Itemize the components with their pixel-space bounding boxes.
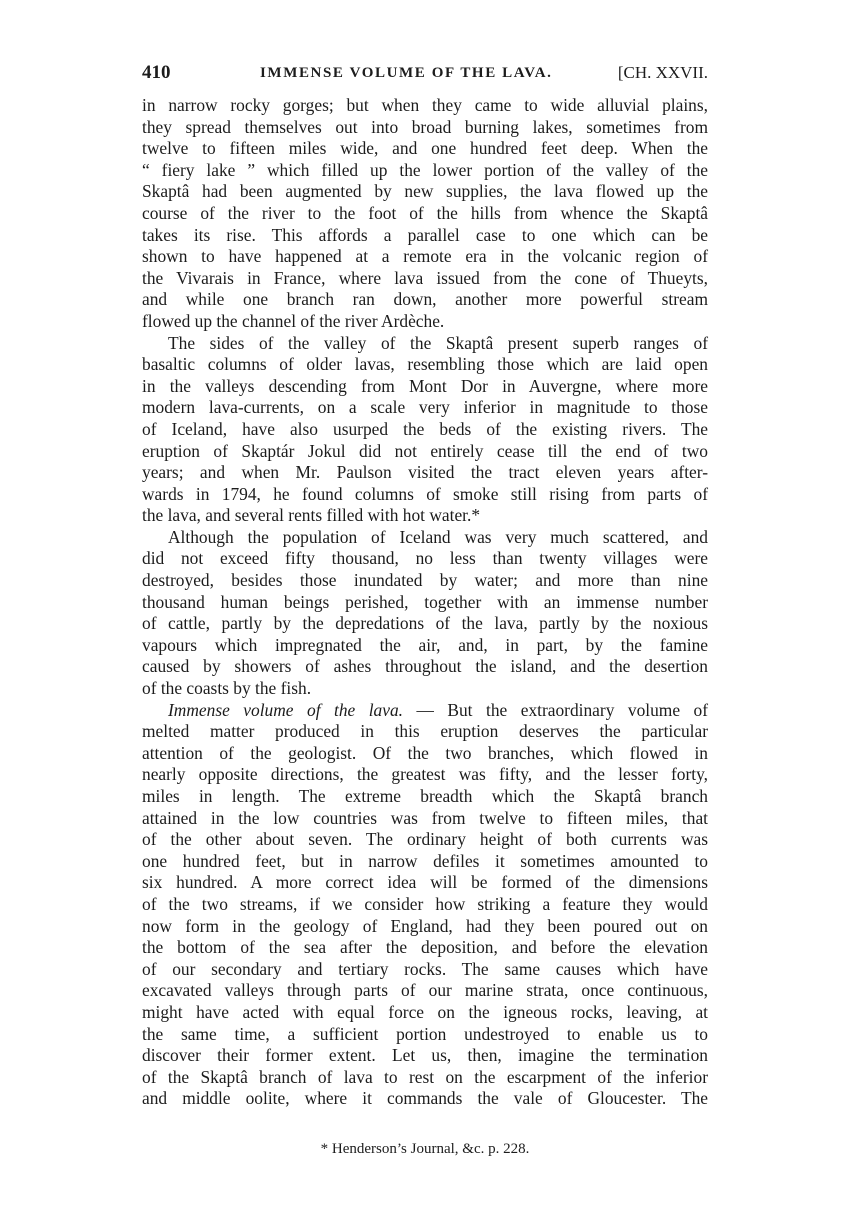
text-line: course of the river to the foot of the hills from whence the Skaptâ: [142, 202, 708, 223]
text-line: flowed up the channel of the river Ardèche.: [142, 310, 445, 331]
body-text: [142, 95, 708, 1110]
paragraph: [142, 333, 708, 527]
paragraph: [142, 95, 708, 333]
text-line: discover their former extent. Let us, then, imagine the termination: [142, 1045, 708, 1066]
footnote: * Henderson’s Journal, &c. p. 228.: [320, 1141, 530, 1157]
book-page: [142, 58, 708, 1110]
text-line: the same time, a sufficient portion undestroyed to enable us to: [142, 1023, 708, 1044]
text-line: of the two streams, if we consider how striking a feature they would: [142, 893, 708, 914]
text-line: miles in length. The extreme breadth which the Skaptâ branch: [142, 786, 708, 806]
text-line: twelve to fifteen miles wide, and one hundred feet deep. When the: [142, 138, 708, 159]
paragraph: [142, 700, 708, 1110]
text-line: basaltic columns of older lavas, resembling those which are laid open: [142, 354, 708, 375]
page-number: 410: [142, 62, 171, 83]
text-line: attention of the geologist. Of the two branches, which flowed in: [142, 742, 708, 763]
section-heading: Immense volume of the lava.: [168, 699, 404, 720]
text-line: in narrow rocky gorges; but when they came to wide alluvial plains,: [142, 95, 708, 115]
text-line: wards in 1794, he found columns of smoke still rising from parts of: [142, 483, 708, 504]
section-heading-rest: — But the extraordinary volume of: [403, 699, 709, 720]
text-line: caused by showers of ashes throughout the island, and the desertion: [142, 656, 708, 677]
text-line: and middle oolite, where it commands the vale of Gloucester. The: [142, 1088, 708, 1109]
text-line: of our secondary and tertiary rocks. The same causes which have: [142, 958, 708, 979]
text-line: thousand human beings perished, together with an immense number: [142, 591, 708, 612]
text-line: might have acted with equal force on the igneous rocks, leaving, at: [142, 1001, 708, 1022]
text-line: of the coasts by the fish.: [142, 678, 312, 699]
text-line: excavated valleys through parts of our marine strata, once continuous,: [142, 980, 708, 1001]
text-line: “ fiery lake ” which filled up the lower portion of the valley of the: [142, 159, 708, 180]
text-line: destroyed, besides those inundated by water; and more than nine: [142, 570, 708, 591]
text-line: of the other about seven. The ordinary height of both currents was: [142, 829, 708, 850]
text-line: they spread themselves out into broad burning lakes, sometimes from: [142, 116, 708, 137]
text-line: of Iceland, have also usurped the beds of the existing rivers. The: [142, 418, 708, 439]
text-line: Skaptâ had been augmented by new supplies, the lava flowed up the: [142, 181, 708, 202]
text-line: years; and when Mr. Paulson visited the tract eleven years after-: [142, 462, 708, 483]
text-line: vapours which impregnated the air, and, in part, by the famine: [142, 634, 708, 655]
text-line: the lava, and several rents filled with hot water.*: [142, 505, 481, 526]
text-line: in the valleys descending from Mont Dor in Auvergne, where more: [142, 375, 708, 396]
text-line: the Vivarais in France, where lava issued from the cone of Thueyts,: [142, 267, 708, 288]
running-title: IMMENSE VOLUME OF THE LAVA.: [260, 65, 553, 81]
text-line: the bottom of the sea after the deposition, and before the elevation: [142, 937, 708, 958]
text-line: shown to have happened at a remote era in the volcanic region of: [142, 246, 708, 267]
text-line: modern lava-currents, on a scale very inferior in magnitude to those: [142, 397, 708, 418]
text-line: eruption of Skaptár Jokul did not entirely cease till the end of two: [142, 440, 708, 461]
text-line: Although the population of Iceland was very much scattered, and: [168, 526, 708, 547]
text-line: The sides of the valley of the Skaptâ present superb ranges of: [168, 332, 708, 353]
text-line: six hundred. A more correct idea will be formed of the dimensions: [142, 872, 708, 893]
text-line: did not exceed fifty thousand, no less than twenty villages were: [142, 548, 708, 569]
text-line: one hundred feet, but in narrow defiles it sometimes amounted to: [142, 850, 708, 871]
text-line: nearly opposite directions, the greatest was fifty, and the lesser forty,: [142, 764, 708, 785]
section-heading-line: [142, 700, 708, 722]
chapter-reference: [CH. XXVII.: [617, 63, 708, 82]
paragraph: [142, 527, 708, 700]
text-line: of cattle, partly by the depredations of the lava, partly by the noxious: [142, 613, 708, 634]
text-line: of the Skaptâ branch of lava to rest on the escarpment of the inferior: [142, 1066, 708, 1087]
text-line: melted matter produced in this eruption deserves the particular: [142, 721, 708, 742]
text-line: attained in the low countries was from twelve to fifteen miles, that: [142, 807, 708, 828]
running-head: [142, 58, 708, 88]
text-line: and while one branch ran down, another more powerful stream: [142, 289, 708, 310]
text-line: now form in the geology of England, had they been poured out on: [142, 915, 708, 936]
text-line: takes its rise. This affords a parallel case to one which can be: [142, 224, 708, 245]
